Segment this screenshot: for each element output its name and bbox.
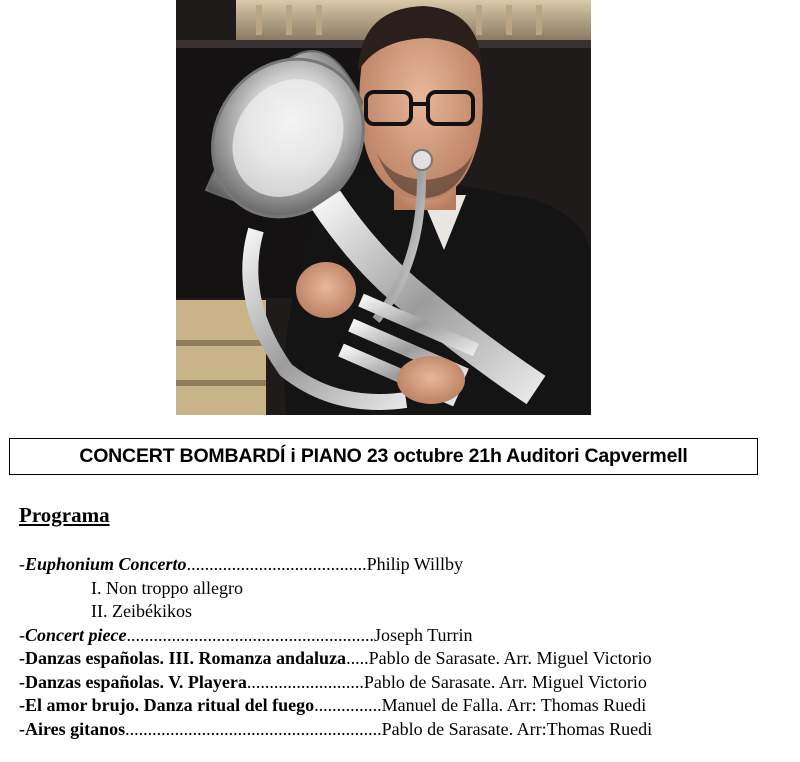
leader-dots: ..... (346, 648, 369, 668)
leader-dots: ........................................ (186, 554, 367, 574)
piece-title: Aires gitanos (25, 718, 126, 739)
leader-dots: .......................... (246, 671, 364, 692)
composer: Joseph Turrin (373, 624, 473, 645)
movement-item: I. Non troppo allegro (91, 577, 243, 598)
concert-banner (9, 438, 758, 475)
composer: Philip Willby (366, 554, 464, 574)
program-item-playera: -Danzas españolas. V. Playera..........................Pablo de Sarasate. Arr. Miguel Victorio (19, 671, 647, 692)
leader-dots: ......................................................... (125, 718, 382, 739)
composer: Pablo de Sarasate. Arr. Miguel Victorio (363, 671, 647, 692)
piece-title: Euphonium Concerto (25, 554, 187, 574)
program-item-el-amor-brujo: -El amor brujo. Danza ritual del fuego...............Manuel de Falla. Arr: Thomas Ruedi (19, 695, 647, 715)
program-item-euphonium-concerto: -Euphonium Concerto........................................Philip Willby (19, 554, 464, 574)
piece-title: El amor brujo. Danza ritual del fuego (25, 695, 315, 715)
composer: Pablo de Sarasate. Arr. Miguel Victorio (368, 648, 652, 668)
leader-dots: ............... (314, 695, 382, 715)
euphonium-player-image (176, 0, 591, 415)
composer: Manuel de Falla. Arr: Thomas Ruedi (381, 695, 647, 715)
piece-title: Danzas españolas. III. Romanza andaluza (25, 648, 347, 668)
movement-item: II. Zeibékikos (91, 601, 192, 621)
musician-photo (176, 0, 591, 415)
program-item-romanza-andaluza: -Danzas españolas. III. Romanza andaluza.....Pablo de Sarasate. Arr. Miguel Victorio (19, 648, 652, 668)
program-list (19, 553, 789, 741)
program-heading: Programa (19, 503, 110, 527)
program-item-aires-gitanos: -Aires gitanos.........................................................Pablo de Sarasate. Arr:Thomas Ruedi (19, 718, 653, 739)
composer: Pablo de Sarasate. Arr:Thomas Ruedi (381, 718, 653, 739)
piece-title: Concert piece (25, 624, 127, 645)
piece-title: Danzas españolas. V. Playera (25, 671, 247, 692)
concert-title: CONCERT BOMBARDÍ i PIANO 23 octubre 21h Auditori Capvermell (79, 445, 688, 467)
leader-dots: ....................................................... (126, 624, 374, 645)
program-item-concert-piece: -Concert piece.......................................................Joseph Turrin (19, 624, 473, 645)
